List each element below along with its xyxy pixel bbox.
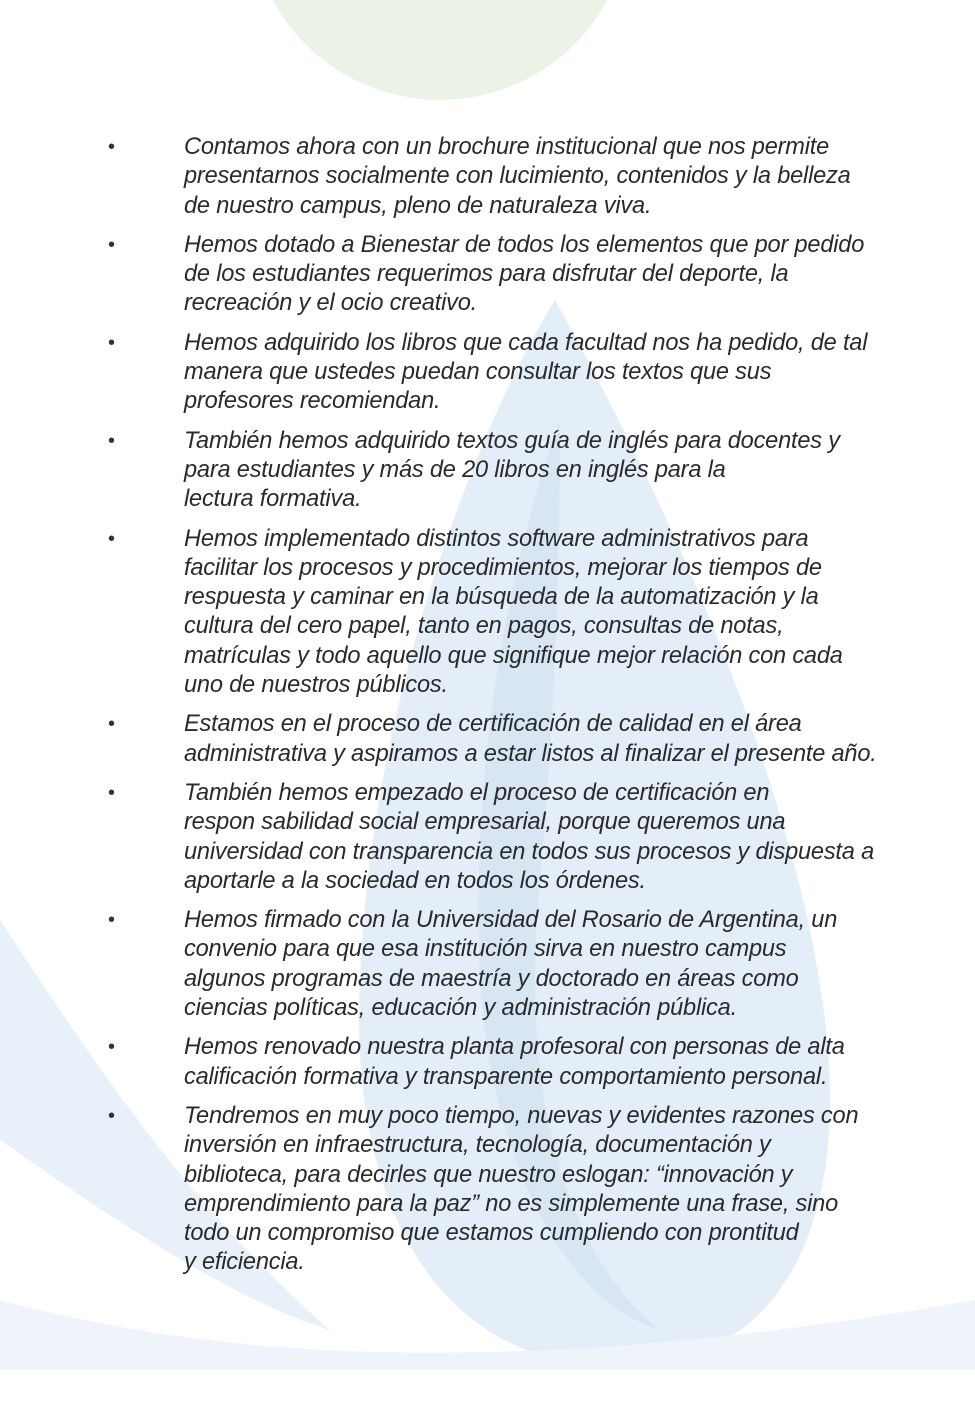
list-item: [108, 1102, 898, 1278]
list-item: [108, 1033, 898, 1092]
bullet-icon: •: [108, 1104, 115, 1127]
bullet-icon: •: [108, 713, 115, 736]
bullet-icon: •: [108, 527, 115, 550]
list-item-text: Hemos dotado a Bienestar de todos los elementos que por pedido de los estudiantes requerimos para disfrutar del deporte, la recreación y el ocio creativo.: [184, 231, 865, 317]
list-item-text: También hemos adquirido textos guía de inglés para docentes y para estudiantes y más de 20 libros en inglés para la lectura formativa.: [184, 427, 840, 513]
list-item: [108, 779, 898, 896]
list-item-text: Hemos adquirido los libros que cada facultad nos ha pedido, de tal manera que ustedes puedan consultar los textos que sus profesores recomiendan.: [184, 329, 868, 415]
list-item-text: Contamos ahora con un brochure institucional que nos permite presentarnos socialmente con lucimiento, contenidos y la belleza de nuestro campus, pleno de naturaleza viva.: [184, 134, 851, 219]
list-item: [108, 133, 898, 221]
achievements-list: [108, 133, 898, 1288]
list-item: [108, 906, 898, 1023]
list-item-text: Hemos renovado nuestra planta profesoral con personas de alta calificación formativa y transparente comportamiento personal.: [184, 1034, 845, 1090]
list-item-text: Hemos firmado con la Universidad del Rosario de Argentina, un convenio para que esa institución sirva en nuestro campus algunos programas de maestría y doctorado en áreas como ciencias políticas, educación y administración pública.: [184, 907, 838, 1022]
list-item: [108, 427, 898, 515]
list-item-text: También hemos empezado el proceso de certificación en respon sabilidad social empresarial, porque queremos una universidad con transparencia en todos sus procesos y dispuesta a aportarle a la sociedad en todos los órdenes.: [184, 779, 874, 894]
bullet-icon: •: [108, 429, 115, 452]
bullet-icon: •: [108, 233, 115, 256]
list-item: [108, 525, 898, 701]
list-item-text: Estamos en el proceso de certificación de calidad en el área administrativa y aspiramos a estar listos al finalizar el presente año.: [184, 711, 877, 767]
bullet-icon: •: [108, 136, 115, 158]
bullet-icon: •: [108, 909, 115, 932]
bullet-icon: •: [108, 1036, 115, 1059]
bullet-icon: •: [108, 331, 115, 354]
list-item-text: Tendremos en muy poco tiempo, nuevas y evidentes razones con inversión en infraestructura, tecnología, documentación y biblioteca, para decirles que nuestro eslogan: “innovación y emprendimiento para la paz” no es simplemente una frase, sino todo un compromiso que estamos cumpliendo con prontitud y eficiencia.: [184, 1102, 859, 1276]
list-item-text: Hemos implementado distintos software administrativos para facilitar los procesos y procedimientos, mejorar los tiempos de respuesta y caminar en la búsqueda de la automatización y la cultura del cero papel, tanto en pagos, consultas de notas, matrículas y todo aquello que signifique mejor relación con cada uno de nuestros públicos.: [184, 525, 843, 699]
list-item: [108, 231, 898, 319]
list-item: [108, 710, 898, 769]
bullet-icon: •: [108, 781, 115, 804]
list-item: [108, 329, 898, 417]
